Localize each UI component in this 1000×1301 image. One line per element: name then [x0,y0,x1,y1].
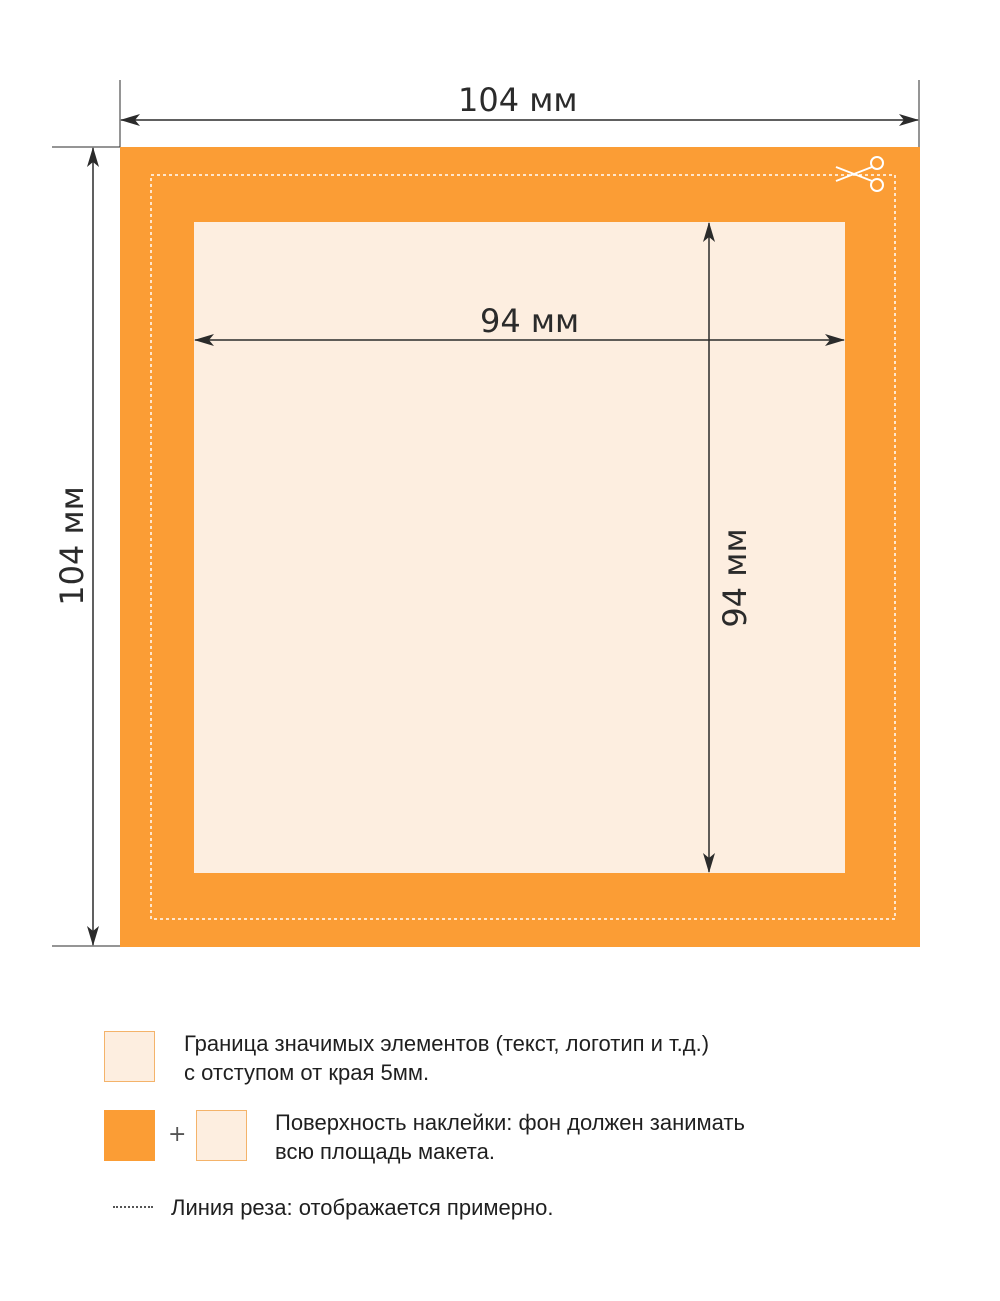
inner-width-label: 94 мм [480,302,580,340]
legend-safe-zone-text [184,1029,709,1087]
outer-height-label: 104 мм [53,486,91,606]
surface-swatch [104,1110,155,1161]
legend-cut-line-text: Линия реза: отображается примерно. [171,1195,554,1220]
plus-sign: + [168,1122,187,1147]
cut-line-sample [113,1206,153,1208]
surface-safe-zone-swatch [196,1110,247,1161]
safe-zone-swatch [104,1031,155,1082]
legend-surface-line2: всю площадь макета. [275,1139,495,1164]
legend-safe-zone-line1: Граница значимых элементов (текст, логотип и т.д.) [184,1031,710,1056]
legend-surface-line1: Поверхность наклейки: фон должен занимать [275,1110,745,1135]
legend-surface-text [275,1108,745,1166]
inner-height-label: 94 мм [716,528,754,628]
legend-safe-zone-line2: с отступом от края 5мм. [184,1060,430,1085]
outer-width-label: 104 мм [458,81,578,119]
